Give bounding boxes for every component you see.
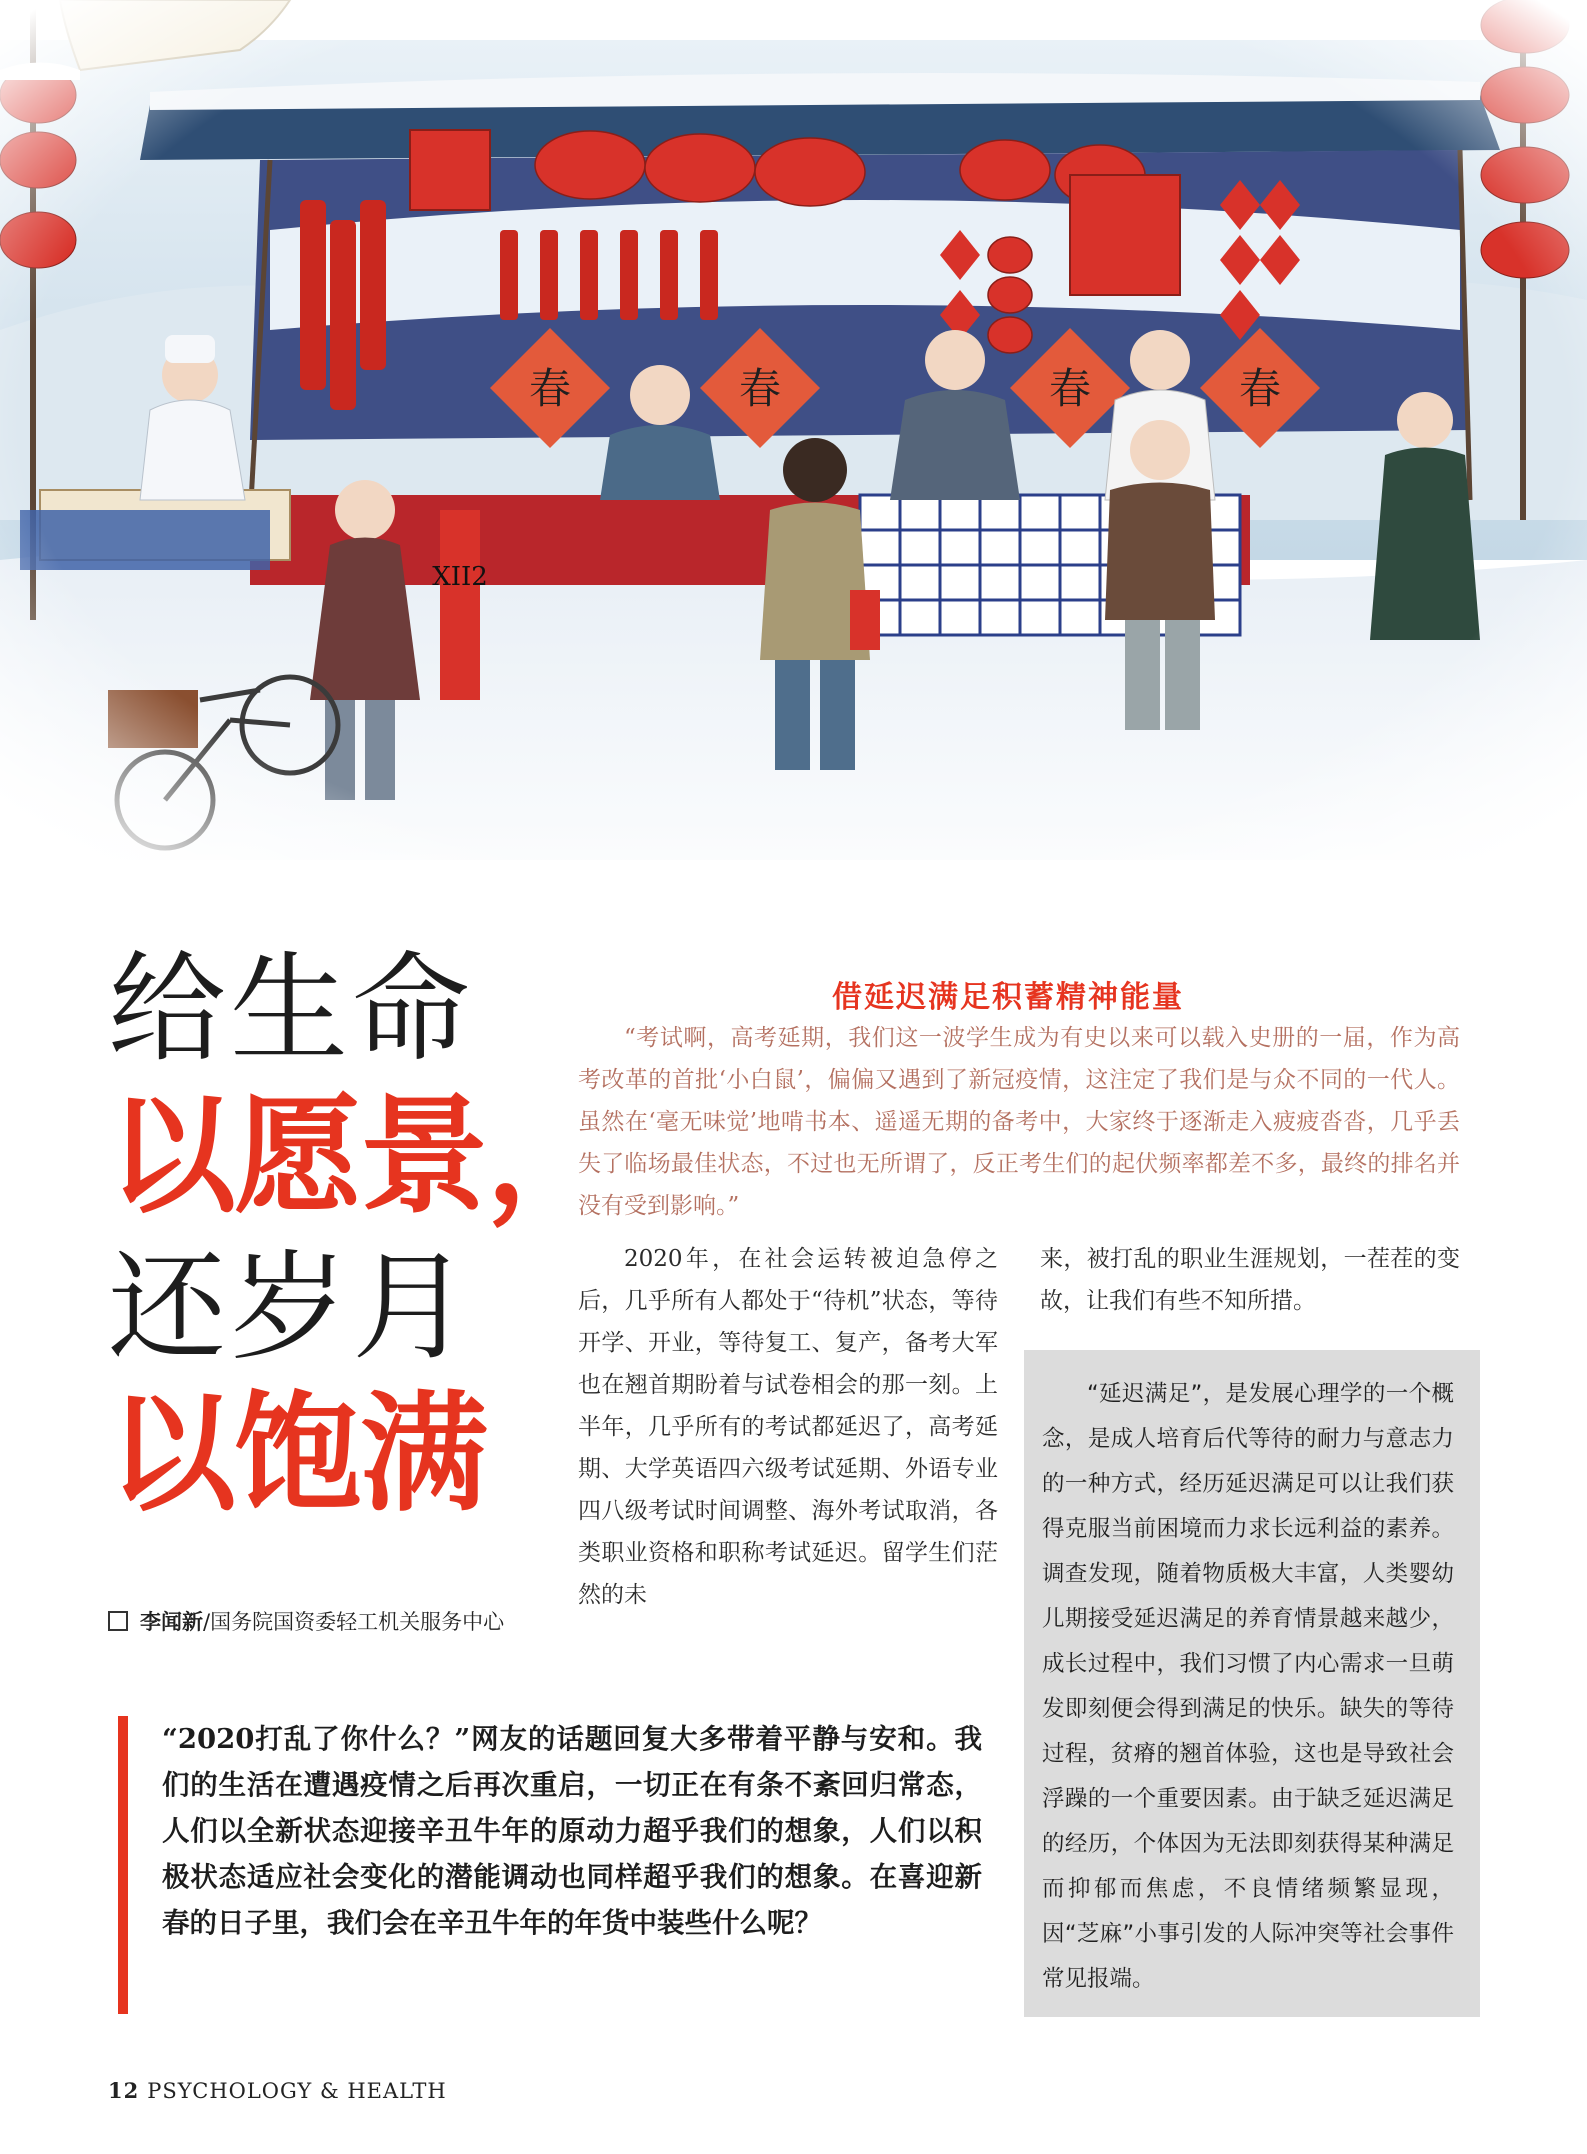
square-bullet-icon: [108, 1611, 128, 1631]
body-column-right: 来，被打乱的职业生涯规划，一茬茬的变故，让我们有些不知所措。: [1040, 1246, 1460, 1314]
author-byline: [108, 1606, 504, 1636]
sidebar-text: “延迟满足”，是发展心理学的一个概念，是成人培育后代等待的耐力与意志力的一种方式，经历延迟满足可以让我们获得克服当前困境而力求长远利益的素养。调查发现，随着物质极大丰富，人类婴幼儿期接受延迟满足的养育情景越来越少，成长过程中，我们习惯了内心需求一旦萌发即刻便会得到满足的快乐。缺失的等待过程，贫瘠的翘首体验，这也是导致社会浮躁的一个重要因素。由于缺乏延迟满足的经历，个体因为无法即刻获得某种满足而抑郁而焦虑，不良情绪频繁显现，因“芝麻”小事引发的人际冲突等社会事件常见报端。: [1042, 1381, 1454, 1992]
headline-line-1: 给生命: [108, 940, 475, 1078]
pull-quote-text: “2020打乱了你什么？”网友的话题回复大多带着平静与安和。我们的生活在遭遇疫情之后再次重启，一切正在有条不紊回归常态，人们以全新状态迎接辛丑牛年的原动力超乎我们的想象，人们以积极状态适应社会变化的潜能调动也同样超乎我们的想象。在喜迎新春的日子里，我们会在辛丑牛年的年货中装些什么呢？: [162, 1723, 982, 1939]
page-footer: [108, 2078, 447, 2103]
magazine-name: PSYCHOLOGY & HEALTH: [147, 2079, 447, 2103]
headline-line-2: 以愿景，: [108, 1081, 613, 1231]
pull-quote: [118, 1716, 998, 2016]
section-title: 借延迟满足积蓄精神能量: [832, 980, 1184, 1015]
author-name: 李闻新: [140, 1610, 203, 1634]
headline: [108, 940, 613, 1529]
body-column-left: 2020年，在社会运转被迫急停之后，几乎所有人都处于“待机”状态，等待开学、开业，等待复工、复产，备考大军也在翘首期盼着与试卷相会的那一刻。上半年，几乎所有的考试都延迟了，高考延期、大学英语四六级考试延期、外语专业四八级考试时间调整、海外考试取消，各类职业资格和职称考试延迟。留学生们茫然的未: [578, 1246, 998, 1608]
headline-line-4: 以饱满: [108, 1379, 487, 1529]
author-affiliation: /国务院国资委轻工机关服务中心: [203, 1610, 505, 1634]
page-number: 12: [108, 2078, 140, 2103]
headline-line-3: 还岁月: [108, 1238, 475, 1376]
sidebar-box: [1024, 1350, 1480, 2017]
pull-quote-bar: [118, 1716, 128, 2014]
student-quote: “考试啊，高考延期，我们这一波学生成为有史以来可以载入史册的一届，作为高考改革的首批‘小白鼠’，偏偏又遇到了新冠疫情，这注定了我们是与众不同的一代人。虽然在‘毫无味觉’地啃书本、遥遥无期的备考中，大家终于逐渐走入疲疲沓沓，几乎丢失了临场最佳状态，不过也无所谓了，反正考生们的起伏频率都差不多，最终的排名并没有受到影响。”: [578, 1025, 1460, 1219]
market-illustration: [0, 0, 1587, 930]
